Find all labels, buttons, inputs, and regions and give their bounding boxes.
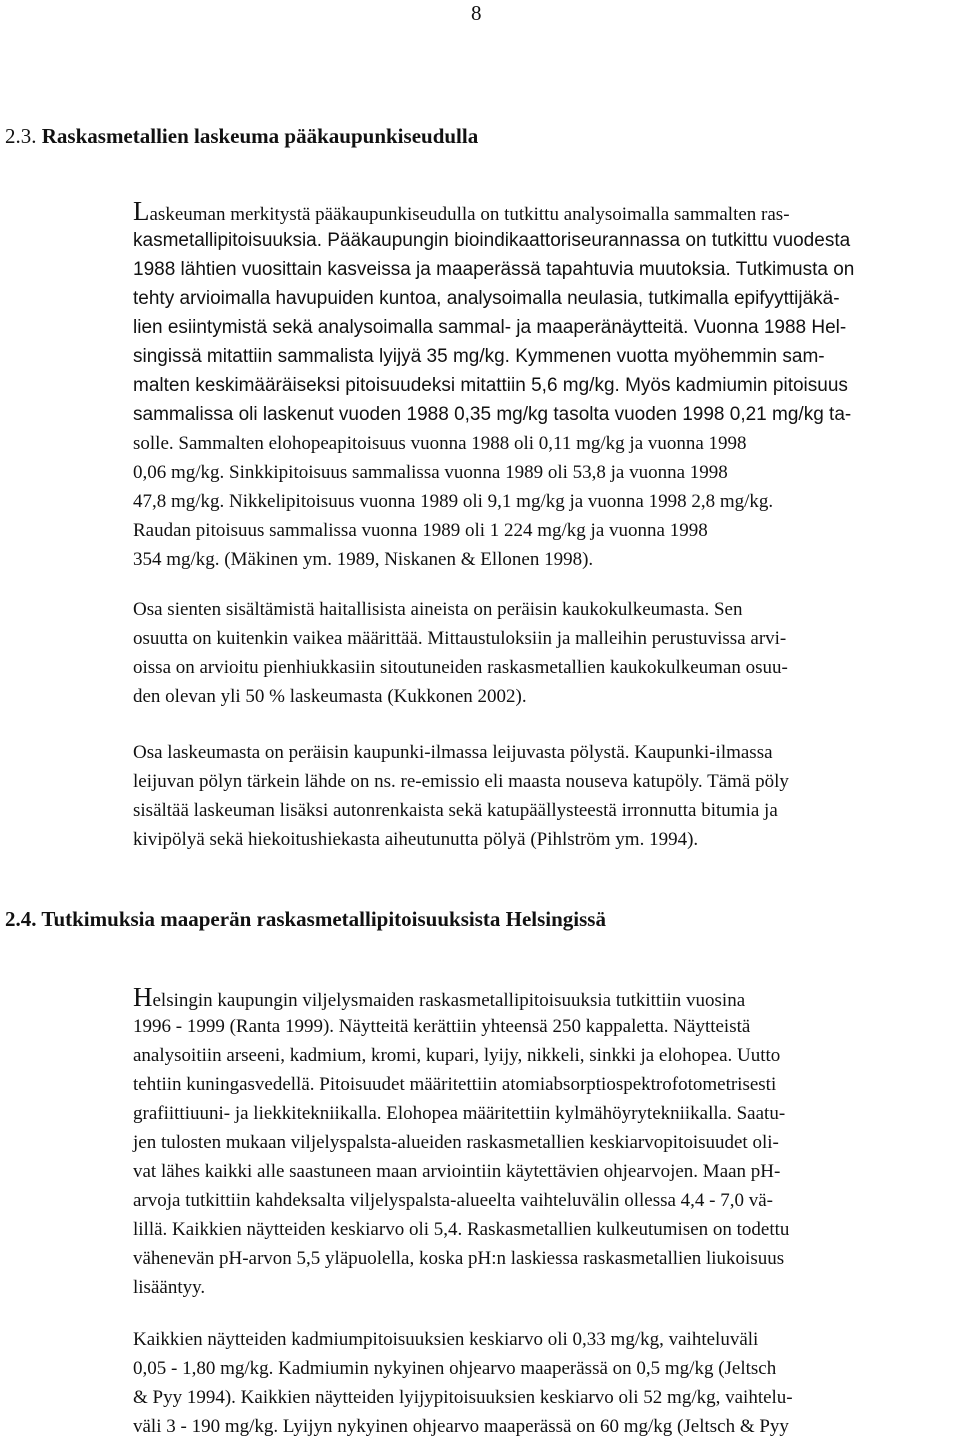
text-line: 0,06 mg/kg. Sinkkipitoisuus sammalissa vuonna 1989 oli 53,8 ja vuonna 1998 bbox=[133, 462, 728, 483]
text-line: Kaikkien näytteiden kadmiumpitoisuuksien keskiarvo oli 0,33 mg/kg, vaihteluväli bbox=[133, 1329, 759, 1350]
text-line: tehty arvioimalla havupuiden kuntoa, analysoimalla neulasia, tutkimalla epifyyttijäkä- bbox=[133, 288, 840, 309]
paragraph bbox=[133, 738, 789, 854]
text-line: analysoitiin arseeni, kadmium, kromi, kupari, lyijy, nikkeli, sinkki ja elohopea. Uutto bbox=[133, 1045, 781, 1066]
text-line: leijuvan pölyn tärkein lähde on ns. re-emissio eli maasta nouseva katupöly. Tämä pöly bbox=[133, 771, 789, 792]
text-line: vähenevän pH-arvon 5,5 yläpuolella, koska pH:n laskiessa raskasmetallien liukoisuus bbox=[133, 1248, 785, 1269]
paragraph bbox=[133, 1325, 793, 1441]
text-line: tehtiin kuningasvedellä. Pitoisuudet määritettiin atomiabsorptiospektrofotometrisesti bbox=[133, 1074, 777, 1095]
section-number: 2.4. bbox=[5, 907, 37, 931]
text-line: solle. Sammalten elohopeapitoisuus vuonna 1988 oli 0,11 mg/kg ja vuonna 1998 bbox=[133, 433, 747, 454]
text-line: 0,05 - 1,80 mg/kg. Kadmiumin nykyinen ohjearvo maaperässä on 0,5 mg/kg (Jeltsch bbox=[133, 1358, 777, 1379]
text-line: lien esiintymistä sekä analysoimalla sammal- ja maaperänäytteitä. Vuonna 1988 Hel- bbox=[133, 317, 847, 338]
text-line: Helsingin kaupungin viljelysmaiden raskasmetallipitoisuuksia tutkittiin vuosina bbox=[133, 982, 746, 1012]
text-line: 1996 - 1999 (Ranta 1999). Näytteitä kerättiin yhteensä 250 kappaletta. Näytteistä bbox=[133, 1016, 751, 1037]
text-line: kasmetallipitoisuuksia. Pääkaupungin bioindikaattoriseurannassa on tutkittu vuodesta bbox=[133, 230, 851, 251]
text-line: vat lähes kaikki alle saastuneen maan arviointiin käytettävien ohjearvojen. Maan pH- bbox=[133, 1161, 781, 1182]
paragraph bbox=[133, 983, 789, 1302]
text-line: arvoja tutkittiin kahdeksalta viljelyspalsta-alueelta vaihteluvälin ollessa 4,4 - 7,0 vä- bbox=[133, 1190, 774, 1211]
section-title: Raskasmetallien laskeuma pääkaupunkiseudulla bbox=[41, 124, 479, 148]
text-line: Osa sienten sisältämistä haitallisista aineista on peräisin kaukokulkeumasta. Sen bbox=[133, 599, 743, 620]
text-line: osuutta on kuitenkin vaikea määrittää. Mittaustuloksiin ja malleihin perustuvissa arvi- bbox=[133, 628, 787, 649]
section-title: Tutkimuksia maaperän raskasmetallipitoisuuksista Helsingissä bbox=[41, 907, 606, 931]
text-line: jen tulosten mukaan viljelyspalsta-alueiden raskasmetallien keskiarvopitoisuudet oli- bbox=[133, 1132, 779, 1153]
text-line: sammalissa oli laskenut vuoden 1988 0,35 mg/kg tasolta vuoden 1998 0,21 mg/kg ta- bbox=[133, 404, 852, 425]
text-line: grafiittiuuni- ja liekkitekniikalla. Elohopea määritettiin kylmähöyrytekniikalla. Saatu- bbox=[133, 1103, 786, 1124]
section-number: 2.3. bbox=[5, 124, 37, 148]
page-number: 8 bbox=[471, 1, 482, 25]
paragraph bbox=[133, 595, 788, 711]
text-line: 47,8 mg/kg. Nikkelipitoisuus vuonna 1989 oli 9,1 mg/kg ja vuonna 1998 2,8 mg/kg. bbox=[133, 491, 774, 512]
text-line: lillä. Kaikkien näytteiden keskiarvo oli 5,4. Raskasmetallien kulkeutumisen on todettu bbox=[133, 1219, 790, 1240]
section-heading-2-3 bbox=[5, 124, 478, 148]
text-line: Laskeuman merkitystä pääkaupunkiseudulla on tutkittu analysoimalla sammalten ras- bbox=[133, 196, 790, 226]
text-line: singissä mitattiin sammalista lyijyä 35 mg/kg. Kymmenen vuotta myöhemmin sam- bbox=[133, 346, 825, 367]
text-line: den olevan yli 50 % laskeumasta (Kukkonen 2002). bbox=[133, 686, 527, 707]
text-line: malten keskimääräiseksi pitoisuudeksi mitattiin 5,6 mg/kg. Myös kadmiumin pitoisuus bbox=[133, 375, 848, 396]
text-line: & Pyy 1994). Kaikkien näytteiden lyijypitoisuuksien keskiarvo oli 52 mg/kg, vaihtelu- bbox=[133, 1387, 793, 1408]
text-line: 1988 lähtien vuosittain kasveissa ja maaperässä tapahtuvia muutoksia. Tutkimusta on bbox=[133, 259, 855, 280]
text-line: väli 3 - 190 mg/kg. Lyijyn nykyinen ohjearvo maaperässä on 60 mg/kg (Jeltsch & Pyy bbox=[133, 1416, 789, 1437]
section-heading-2-4 bbox=[5, 907, 606, 931]
text-line: Raudan pitoisuus sammalissa vuonna 1989 oli 1 224 mg/kg ja vuonna 1998 bbox=[133, 520, 708, 541]
text-line: 354 mg/kg. (Mäkinen ym. 1989, Niskanen & Ellonen 1998). bbox=[133, 549, 594, 570]
text-line: kivipölyä sekä hiekoitushiekasta aiheutunutta pölyä (Pihlström ym. 1994). bbox=[133, 829, 699, 850]
paragraph bbox=[133, 197, 854, 574]
text-line: lisääntyy. bbox=[133, 1277, 206, 1298]
text-line: sisältää laskeuman lisäksi autonrenkaista sekä katupäällysteestä irronnutta bitumia ja bbox=[133, 800, 778, 821]
text-line: oissa on arvioitu pienhiukkasiin sitoutuneiden raskasmetallien kaukokulkeuman osuu- bbox=[133, 657, 788, 678]
text-line: Osa laskeumasta on peräisin kaupunki-ilmassa leijuvasta pölystä. Kaupunki-ilmassa bbox=[133, 742, 773, 763]
